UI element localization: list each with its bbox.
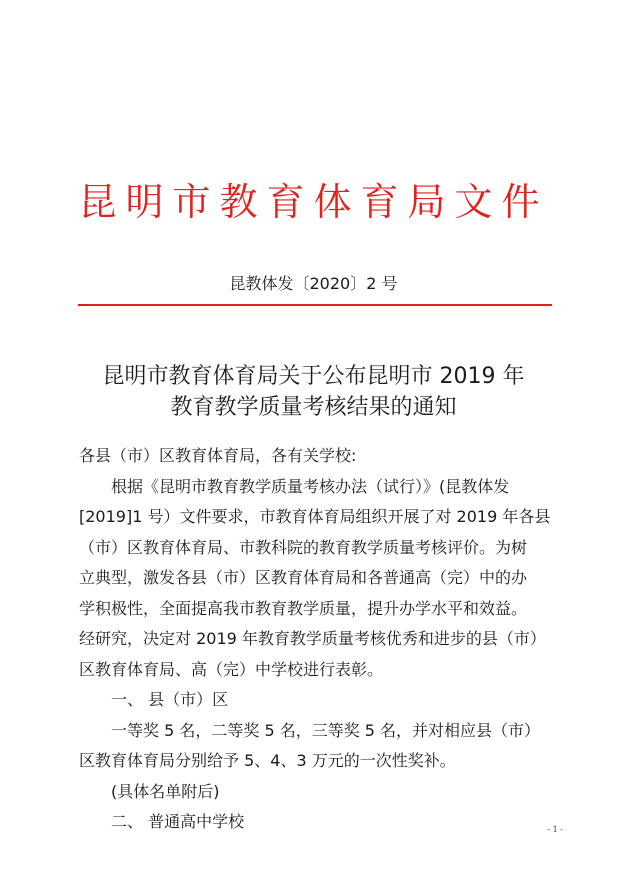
paragraph-line: 根据《昆明市教育教学质量考核办法（试行）》(昆教体发 (111, 476, 510, 496)
paragraph-line: 经研究，决定对 2019 年教育教学质量考核优秀和进步的县（市） (79, 629, 546, 648)
paragraph-line: 区教育体育局、高（完）中学校进行表彰。 (79, 659, 384, 679)
document-number: 昆教体发〔2020〕2 号 (229, 274, 398, 293)
section-heading: 一、 县（市）区 (111, 690, 229, 709)
notice-body (79, 441, 554, 838)
page-number: - 1 - (547, 825, 563, 834)
red-divider-rule (78, 304, 552, 306)
paragraph-line: 立典型，激发各县（市）区教育体育局和各普通高（完）中的办 (79, 568, 528, 587)
notice-title (0, 361, 627, 423)
document-header-title: 昆明市教育体育局文件 (78, 180, 549, 224)
notice-title-line: 昆明市教育体育局关于公布昆明市 2019 年 (102, 364, 525, 389)
attachment-note: (具体名单附后) (111, 781, 220, 801)
section-heading: 二、 普通高中学校 (111, 812, 245, 831)
paragraph-line: （市）区教育体育局、市教科院的教育教学质量考核评价。为树 (79, 537, 528, 557)
paragraph-line: 一等奖 5 名，二等奖 5 名，三等奖 5 名，并对相应县（市） (111, 720, 541, 740)
paragraph-line: [2019]1 号）文件要求，市教育体育局组织开展了对 2019 年各县 (79, 507, 551, 526)
salutation: 各县（市）区教育体育局，各有关学校: (79, 446, 357, 465)
paragraph-line: 区教育体育局分别给予 5、4、3 万元的一次性奖补。 (79, 751, 456, 770)
notice-title-line: 教育教学质量考核结果的通知 (170, 395, 457, 420)
paragraph-line: 学积极性，全面提高我市教育教学质量，提升办学水平和效益。 (79, 598, 528, 618)
